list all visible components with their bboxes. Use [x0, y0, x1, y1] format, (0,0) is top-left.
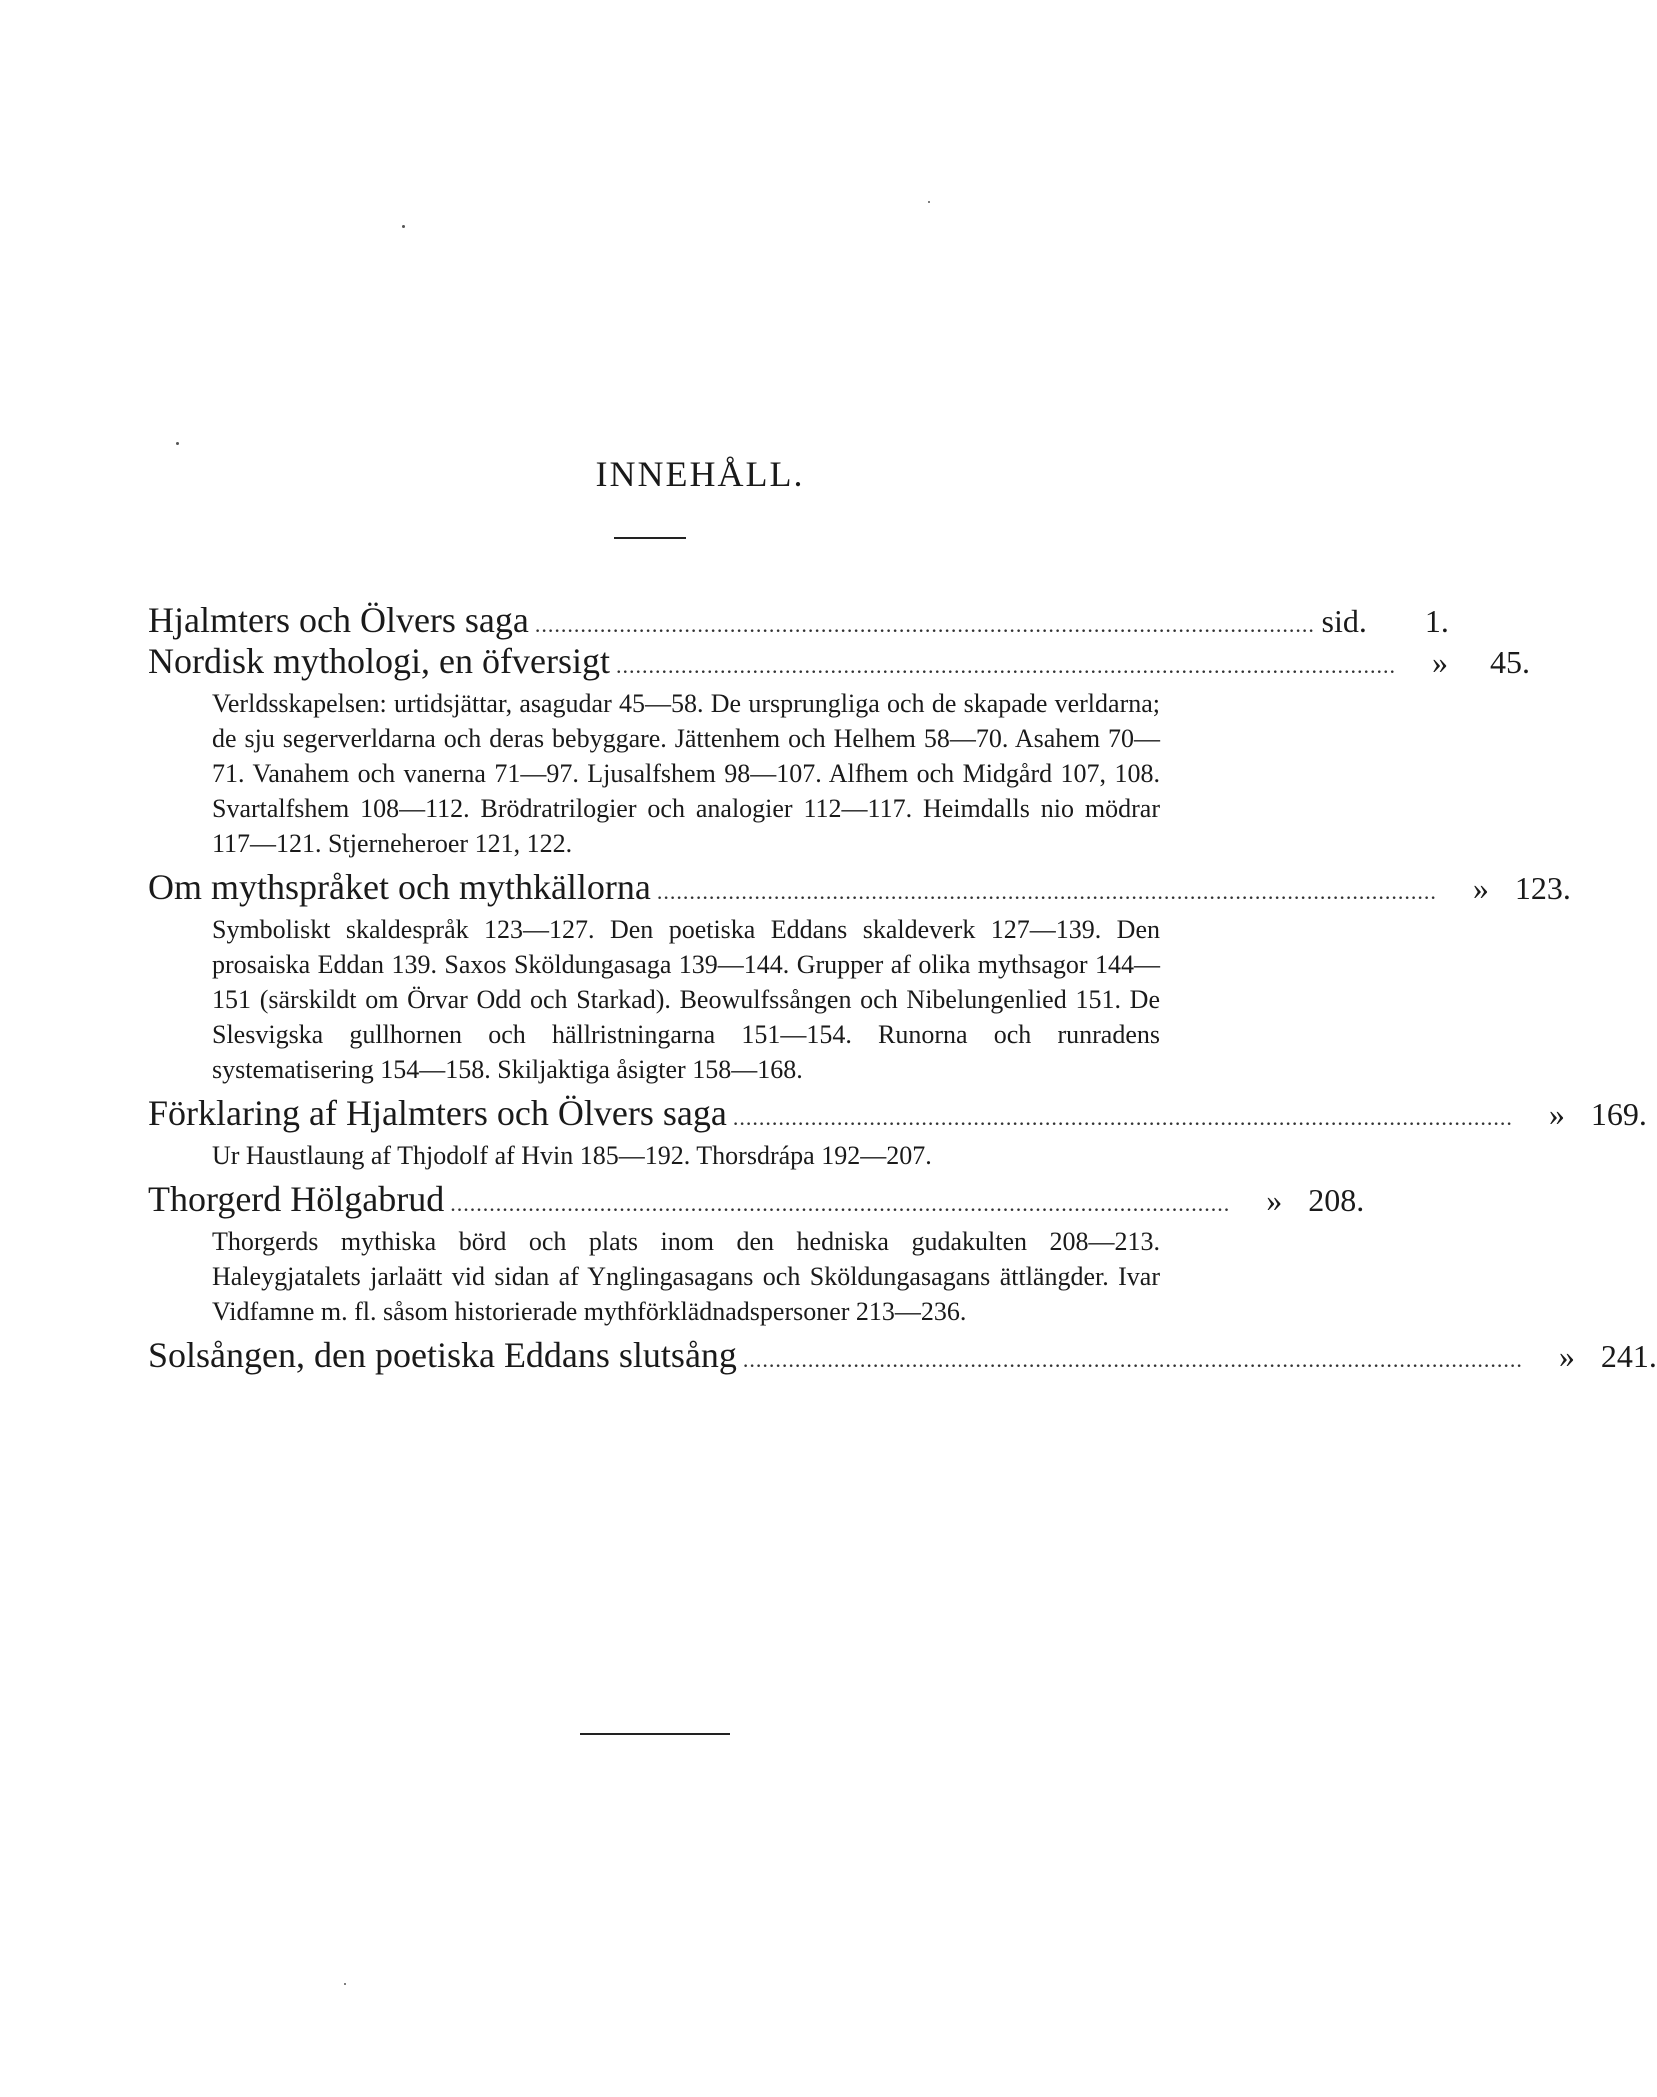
toc-entry-page: 123.: [1514, 870, 1571, 906]
toc-entry: [148, 1093, 1647, 1134]
toc-entry: [148, 600, 1449, 641]
dot-leader: ........................................................................................................................: [742, 1347, 1523, 1372]
dot-leader: ........................................................................................................................: [450, 1191, 1231, 1216]
toc-entry-summary: Thorgerds mythiska börd och plats inom den hedniska gudakulten 208—213. Haleygjatalets jarlaätt vid sidan af Ynglingasagans och Sköldungasagans ättlängder. Ivar Vidfamne m. fl. såsom historierade mythförklädnadspersoner 213—236.: [212, 1227, 1160, 1326]
toc-entry-page: 1.: [1424, 603, 1449, 639]
ditto-mark: »: [1472, 870, 1489, 906]
toc-entry-page: 45.: [1489, 644, 1530, 680]
dot-leader: ........................................................................................................................: [534, 612, 1315, 637]
toc-entry-summary: Ur Haustlaung af Thjodolf af Hvin 185—192. Thorsdrápa 192—207.: [212, 1141, 932, 1170]
ditto-mark: »: [1266, 1182, 1283, 1218]
title-divider: [614, 537, 686, 539]
ditto-mark: »: [1548, 1096, 1565, 1132]
bottom-divider: [580, 1733, 730, 1735]
ditto-mark: »: [1431, 644, 1448, 680]
toc-entry-summary: Symboliskt skaldespråk 123—127. Den poetiska Eddans skaldeverk 127—139. Den prosaiska Eddan 139. Saxos Sköldungasaga 139—144. Grupper af olika mythsagor 144—151 (särskildt om Örvar Odd och Starkad). Beowulfssången och Nibelungenlied 151. De Slesvigska gullhornen och hällristningarna 151—154. Runorna och runradens systematisering 154—158. Skiljaktiga åsigter 158—168.: [212, 915, 1160, 1084]
toc-entry: [148, 1179, 1365, 1220]
page-speck: [344, 1983, 346, 1985]
toc-entry-summary: Verldsskapelsen: urtidsjättar, asagudar 45—58. De ursprungliga och de skapade verldarna; de sju segerverldarna och deras bebyggare. Jättenhem och Helhem 58—70. Asahem 70—71. Vanahem och vanerna 71—97. Ljusalfshem 98—107. Alfhem och Midgård 107, 108. Svartalfshem 108—112. Brödratrilogier och analogier 112—117. Heimdalls nio mödrar 117—121. Stjerneheroer 121, 122.: [212, 689, 1160, 858]
toc-entry: [148, 641, 1530, 682]
page-speck: [176, 442, 179, 445]
toc-entry-title: Nordisk mythologi, en öfversigt: [148, 641, 610, 681]
toc-entry: [148, 1335, 1657, 1376]
page-speck: [928, 201, 930, 203]
dot-leader: ........................................................................................................................: [656, 879, 1437, 904]
dot-leader: ........................................................................................................................: [732, 1105, 1513, 1130]
dot-leader: ........................................................................................................................: [615, 653, 1396, 678]
toc-entry-title: Förklaring af Hjalmters och Ölvers saga: [148, 1093, 727, 1133]
toc-entry-title: Om mythspråket och mythkällorna: [148, 867, 651, 907]
toc-entry-title: Solsången, den poetiska Eddans slutsång: [148, 1335, 737, 1375]
toc-entry-page: 208.: [1308, 1182, 1365, 1218]
toc-entry: [148, 867, 1571, 908]
toc-entry-page: 169.: [1590, 1096, 1647, 1132]
page-speck: [402, 225, 405, 228]
page-title: INNEHÅLL.: [595, 454, 805, 494]
table-of-contents: [148, 600, 1657, 1376]
toc-entry-page: 241.: [1600, 1338, 1657, 1374]
toc-entry-title: Hjalmters och Ölvers saga: [148, 600, 529, 640]
ditto-mark: »: [1558, 1338, 1575, 1374]
page-prefix: sid.: [1321, 603, 1367, 639]
toc-entry-title: Thorgerd Hölgabrud: [148, 1179, 445, 1219]
